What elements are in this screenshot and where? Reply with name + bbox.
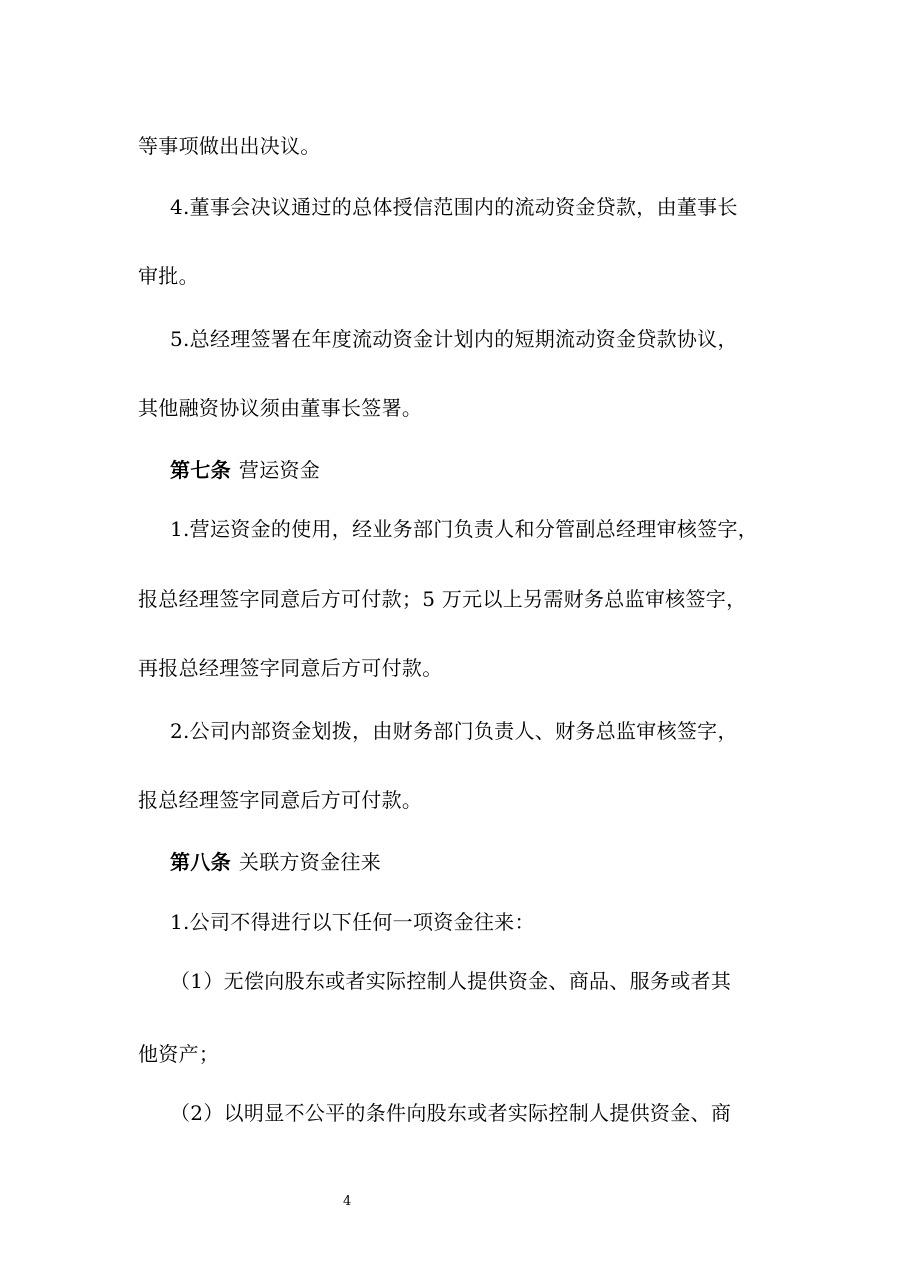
article-heading <box>170 458 320 482</box>
paragraph-line: 等事项做出出决议。 <box>138 134 321 158</box>
paragraph-line: 再报总经理签字同意后方可付款。 <box>138 656 443 680</box>
article-title: 关联方资金往来 <box>238 850 382 874</box>
article-label: 第七条 <box>170 458 231 482</box>
article-label: 第八条 <box>170 850 231 874</box>
paragraph-line: 报总经理签字同意后方可付款；5 万元以上另需财务总监审核签字， <box>138 587 747 611</box>
paragraph-line: 他资产； <box>138 1042 220 1066</box>
article-title: 营运资金 <box>238 458 321 482</box>
article-heading <box>170 850 381 874</box>
paragraph-line: 报总经理签字同意后方可付款。 <box>138 788 423 812</box>
paragraph-line: 4.董事会决议通过的总体授信范围内的流动资金贷款，由董事长 <box>170 195 738 219</box>
paragraph-line: 2.公司内部资金划拨，由财务部门负责人、财务总监审核签字， <box>170 719 738 743</box>
paragraph-line: （2）以明显不公平的条件向股东或者实际控制人提供资金、商 <box>170 1101 732 1125</box>
paragraph-line: 1.公司不得进行以下任何一项资金往来： <box>170 910 535 934</box>
paragraph-line: 5.总经理签署在年度流动资金计划内的短期流动资金贷款协议， <box>170 327 738 351</box>
page-number: 4 <box>343 1194 352 1209</box>
paragraph-line: （1）无偿向股东或者实际控制人提供资金、商品、服务或者其 <box>170 969 732 993</box>
paragraph-line: 审批。 <box>138 264 199 288</box>
paragraph-line: 1.营运资金的使用，经业务部门负责人和分管副总经理审核签字， <box>170 517 759 541</box>
paragraph-line: 其他融资协议须由董事长签署。 <box>138 396 423 420</box>
